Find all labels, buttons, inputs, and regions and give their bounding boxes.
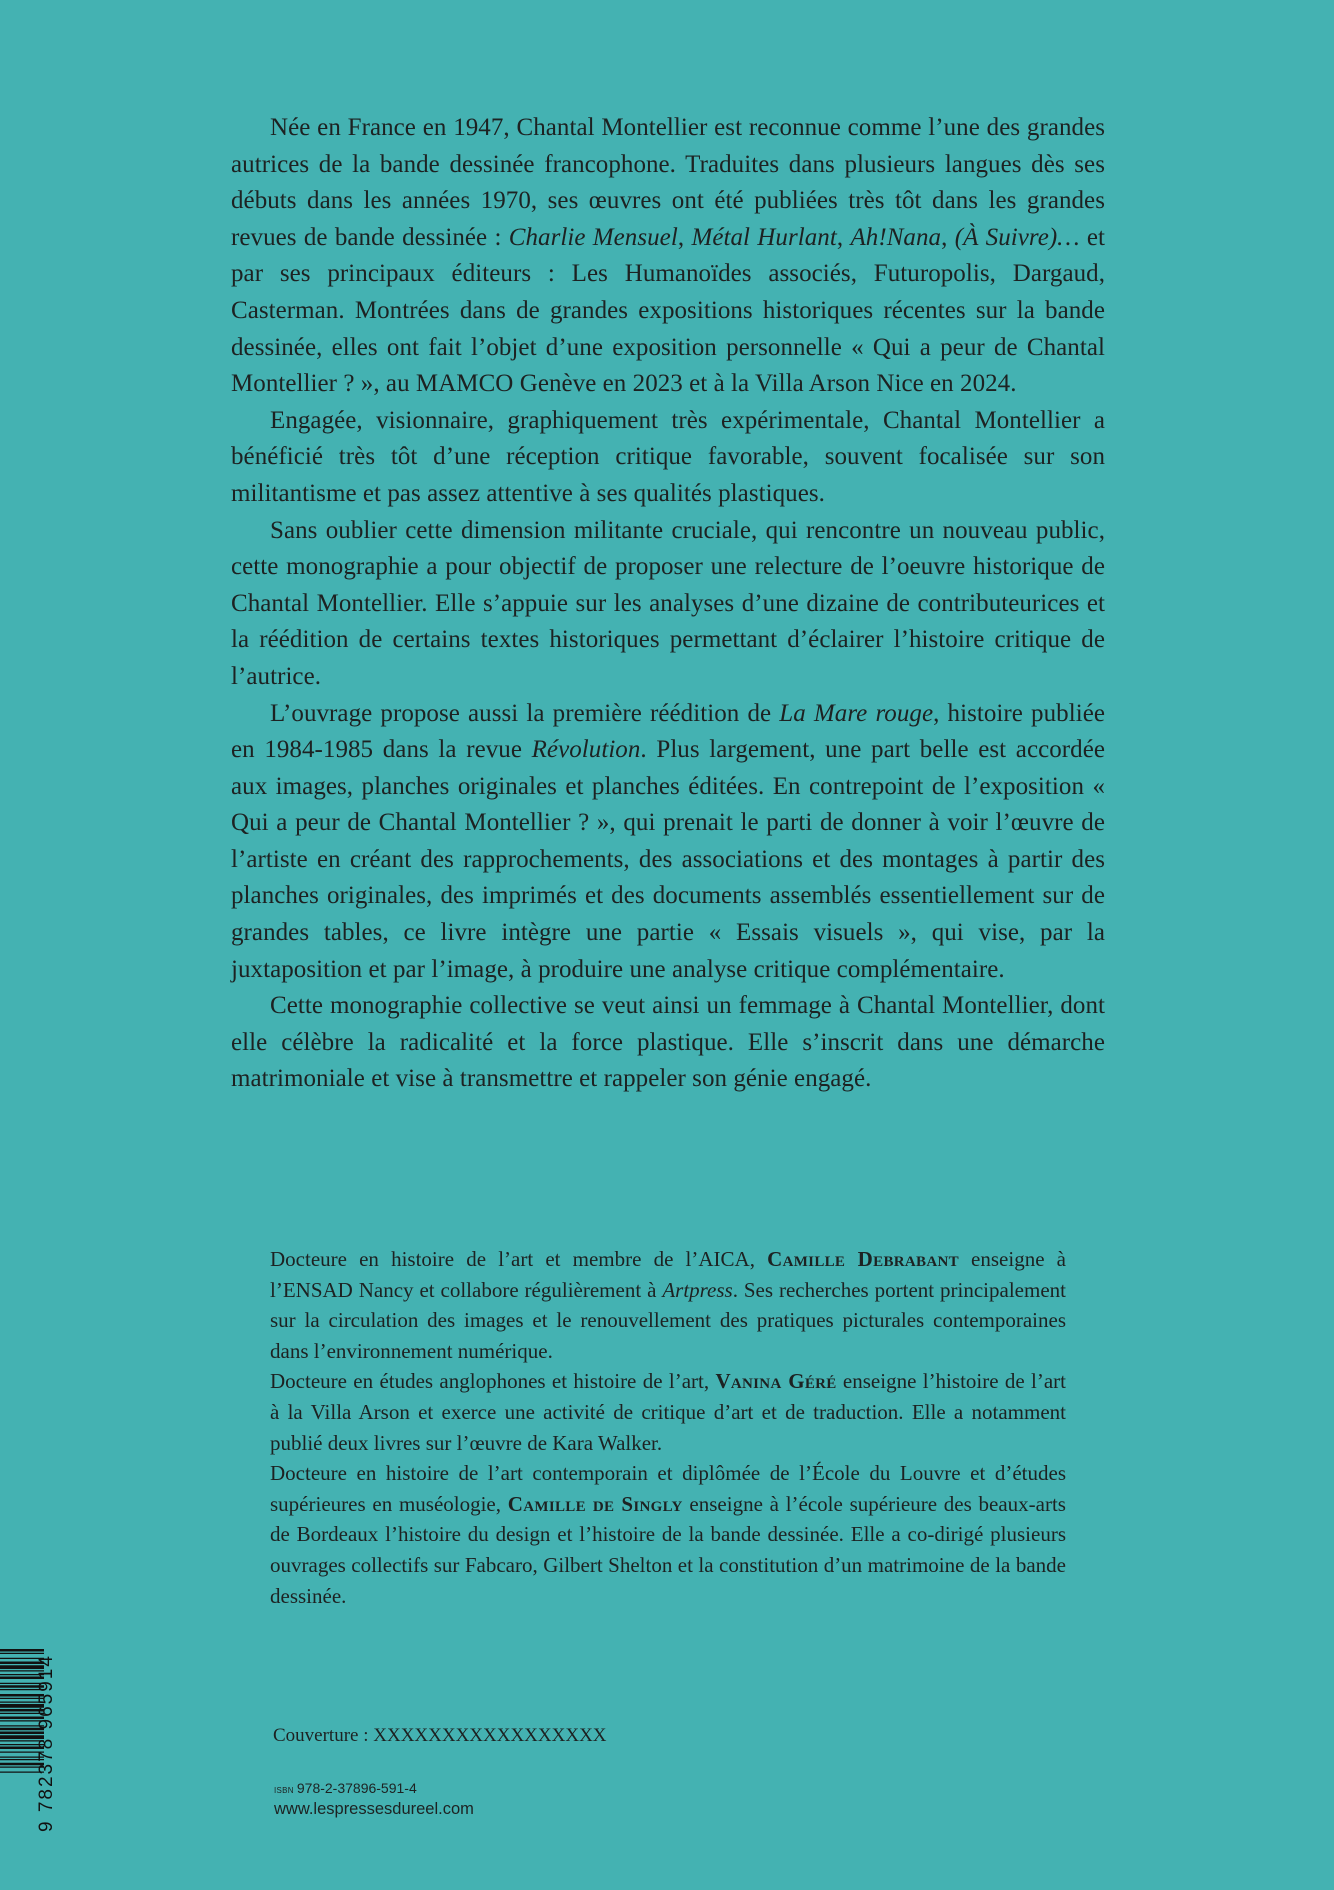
italic-title: Artpress — [662, 1277, 733, 1302]
publisher-website: www.lespressesdureel.com — [274, 1800, 474, 1818]
text-run: Docteure en histoire de l’art et membre de l’AICA, — [270, 1247, 768, 1271]
text-run: enseigne à l’école supérieure des beaux-arts de Bordeaux l’histoire du design et l’histoire de la bande dessinée. Elle a co-dirigé plusieurs ouvrages collectifs sur Fabcaro, Gilbert Shelton et la constitution d’un matrimoine de la bande dessinée. — [270, 1491, 1066, 1608]
text-run: et par ses principaux éditeurs : Les Humanoïdes associés, Futuropolis, Dargaud, Casterman. Montrées dans de grandes expositions historiques récentes sur la bande dessinée, elles ont fait l’objet d’une exposition personnelle « Qui a peur de Chantal Montellier ? », au MAMCO Genève en 2023 et à la Villa Arson Nice en 2024. — [231, 223, 1106, 398]
cover-credit: Couverture : XXXXXXXXXXXXXXXXX — [273, 1725, 607, 1746]
text-run: Engagée, visionnaire, graphiquement très expérimentale, Chantal Montellier a bénéficié très tôt d’une réception critique favorable, souvent focalisée sur son militantisme et pas assez attentive à ses qualités plastiques. — [231, 406, 1105, 507]
text-run: , — [836, 223, 851, 251]
italic-title: Métal Hurlant — [691, 223, 837, 251]
barcode-digits: 9 782378 965914 — [36, 1654, 57, 1832]
bio-paragraph — [270, 1366, 1066, 1458]
italic-title: (À Suivre)… — [954, 223, 1080, 251]
italic-title: Charlie Mensuel — [508, 223, 678, 251]
isbn — [274, 1780, 417, 1796]
italic-title: Révolution — [531, 736, 641, 764]
author-name: Vanina Géré — [715, 1369, 837, 1394]
bio-paragraph — [270, 1458, 1066, 1611]
text-run: Docteure en histoire de l’art contemporain et diplômée de l’École du Louvre et d’études supérieures en muséologie, — [270, 1461, 1066, 1516]
italic-title: Ah!Nana — [850, 223, 942, 251]
text-run: enseigne l’histoire de l’art à la Villa Arson et exerce une activité de critique d’art et de traduction. Elle a notamment publié deux livres sur l’œuvre de Kara Walker. — [270, 1369, 1067, 1455]
italic-title: La Mare rouge — [779, 699, 934, 727]
synopsis-text — [231, 110, 1105, 1098]
bio-paragraph — [270, 1244, 1066, 1366]
text-run: Cette monographie collective se veut ainsi un femmage à Chantal Montellier, dont elle célèbre la radicalité et la force plastique. Elle s’inscrit dans une démarche matrimoniale et vise à transmettre et rappeler son génie engagé. — [231, 992, 1105, 1093]
text-run: , histoire publiée en 1984-1985 dans la revue — [231, 699, 1105, 764]
author-name: Camille de Singly — [507, 1491, 683, 1516]
text-run: . Plus largement, une part belle est accordée aux images, planches originales et planches éditées. En contrepoint de l’exposition « Qui a peur de Chantal Montellier ? », qui prenait le parti de donner à voir l’œuvre de l’artiste en créant des rapprochements, des associations et des montages à partir des planches originales, des imprimés et des documents assemblés essentiellement sur de grandes tables, ce livre intègre une partie « Essais visuels », qui vise, par la juxtaposition et par l’image, à produire une analyse critique complémentaire. — [231, 736, 1106, 983]
contributor-bios — [270, 1244, 1066, 1611]
text-run: Docteure en études anglophones et histoire de l’art, — [270, 1369, 716, 1394]
text-run: Née en France en 1947, Chantal Montellier est reconnue comme l’une des grandes autrices de la bande dessinée francophone. Traduites dans plusieurs langues dès ses débuts dans les années 1970, ses œuvres ont été publiées très tôt dans les grandes revues de bande dessinée : — [231, 114, 1105, 251]
text-run: enseigne à l’ENSAD Nancy et collabore régulièrement à — [270, 1247, 1066, 1302]
text-run: L’ouvrage propose aussi la première réédition de — [270, 699, 780, 727]
barcode-bar — [0, 1649, 44, 1652]
synopsis-paragraph — [231, 513, 1105, 696]
text-run: , — [677, 223, 692, 251]
text-run: , — [941, 223, 955, 251]
author-name: Camille Debrabant — [767, 1247, 959, 1271]
text-run: Sans oublier cette dimension militante cruciale, qui rencontre un nouveau public, cette monographie a pour objectif de proposer une relecture de l’oeuvre historique de Chantal Montellier. Elle s’appuie sur les analyses d’une dizaine de contributeurices et la réédition de certains textes historiques permettant d’éclairer l’histoire critique de l’autrice. — [231, 516, 1105, 690]
isbn-label: ISBN — [274, 1786, 294, 1795]
isbn-number: 978-2-37896-591-4 — [296, 1780, 417, 1796]
synopsis-paragraph — [231, 696, 1105, 989]
synopsis-paragraph — [231, 110, 1105, 403]
synopsis-paragraph — [231, 988, 1105, 1098]
synopsis-paragraph — [231, 403, 1105, 513]
text-run: . Ses recherches portent principalement sur la circulation des images et le renouvellement des pratiques picturales contemporaines dans l’environnement numérique. — [270, 1277, 1066, 1363]
